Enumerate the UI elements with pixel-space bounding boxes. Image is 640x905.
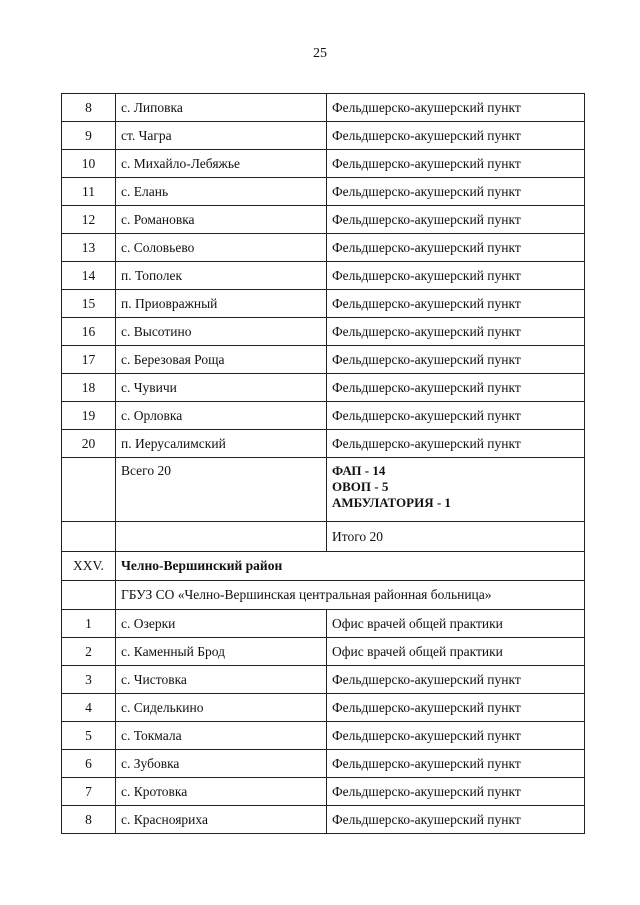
- row-number: 16: [62, 318, 116, 346]
- row-number: 8: [62, 94, 116, 122]
- settlement-name: п. Приовражный: [116, 290, 327, 318]
- row-number: 5: [62, 722, 116, 750]
- facility-type: Фельдшерско-акушерский пункт: [327, 722, 585, 750]
- table-row: [62, 430, 585, 458]
- itogo-value: Итого 20: [327, 522, 585, 552]
- facility-type: Фельдшерско-акушерский пункт: [327, 694, 585, 722]
- summary-breakdown: [327, 458, 585, 522]
- itogo-num-cell: [62, 522, 116, 552]
- table-body-bottom: [62, 610, 585, 834]
- section-title: Челно-Вершинский район: [116, 552, 585, 581]
- table-row: [62, 778, 585, 806]
- row-number: 4: [62, 694, 116, 722]
- facility-type: Фельдшерско-акушерский пункт: [327, 750, 585, 778]
- facility-type: Офис врачей общей практики: [327, 638, 585, 666]
- facility-type: Фельдшерско-акушерский пункт: [327, 402, 585, 430]
- row-number: 19: [62, 402, 116, 430]
- summary-num-cell: [62, 458, 116, 522]
- table-row: [62, 290, 585, 318]
- settlement-name: с. Токмала: [116, 722, 327, 750]
- facility-type: Фельдшерско-акушерский пункт: [327, 94, 585, 122]
- summary-line: АМБУЛАТОРИЯ - 1: [332, 495, 451, 510]
- table-row: [62, 402, 585, 430]
- settlement-name: п. Иерусалимский: [116, 430, 327, 458]
- facility-type: Офис врачей общей практики: [327, 610, 585, 638]
- row-number: 2: [62, 638, 116, 666]
- row-number: 11: [62, 178, 116, 206]
- facility-type: Фельдшерско-акушерский пункт: [327, 806, 585, 834]
- facility-type: Фельдшерско-акушерский пункт: [327, 206, 585, 234]
- row-number: 8: [62, 806, 116, 834]
- settlement-name: с. Высотино: [116, 318, 327, 346]
- summary-line: ОВОП - 5: [332, 479, 389, 494]
- table-row: [62, 122, 585, 150]
- summary-row: [62, 458, 585, 522]
- settlement-name: с. Липовка: [116, 94, 327, 122]
- table-row: [62, 318, 585, 346]
- row-number: 13: [62, 234, 116, 262]
- table-row: [62, 666, 585, 694]
- facility-type: Фельдшерско-акушерский пункт: [327, 150, 585, 178]
- row-number: 14: [62, 262, 116, 290]
- facility-type: Фельдшерско-акушерский пункт: [327, 262, 585, 290]
- settlement-name: с. Елань: [116, 178, 327, 206]
- facility-type: Фельдшерско-акушерский пункт: [327, 122, 585, 150]
- organization-name: ГБУЗ СО «Челно-Вершинская центральная районная больница»: [116, 581, 585, 610]
- table-row: [62, 374, 585, 402]
- table-row: [62, 94, 585, 122]
- settlement-name: с. Зубовка: [116, 750, 327, 778]
- facility-type: Фельдшерско-акушерский пункт: [327, 374, 585, 402]
- row-number: 18: [62, 374, 116, 402]
- table-row: [62, 234, 585, 262]
- row-number: 7: [62, 778, 116, 806]
- organization-row: [62, 581, 585, 610]
- settlement-name: п. Тополек: [116, 262, 327, 290]
- settlement-name: с. Соловьево: [116, 234, 327, 262]
- section-numeral: XXV.: [62, 552, 116, 581]
- facility-type: Фельдшерско-акушерский пункт: [327, 346, 585, 374]
- table-row: [62, 150, 585, 178]
- row-number: 12: [62, 206, 116, 234]
- row-number: 20: [62, 430, 116, 458]
- facility-type: Фельдшерско-акушерский пункт: [327, 290, 585, 318]
- summary-block: [62, 458, 585, 610]
- facilities-table: [61, 93, 585, 834]
- itogo-name-cell: [116, 522, 327, 552]
- facility-type: Фельдшерско-акушерский пункт: [327, 666, 585, 694]
- row-number: 6: [62, 750, 116, 778]
- row-number: 3: [62, 666, 116, 694]
- settlement-name: с. Березовая Роща: [116, 346, 327, 374]
- total-label: Всего 20: [116, 458, 327, 522]
- facility-type: Фельдшерско-акушерский пункт: [327, 234, 585, 262]
- facility-type: Фельдшерско-акушерский пункт: [327, 778, 585, 806]
- settlement-name: с. Чистовка: [116, 666, 327, 694]
- table-row: [62, 346, 585, 374]
- settlement-name: с. Чувичи: [116, 374, 327, 402]
- table-row: [62, 178, 585, 206]
- row-number: 9: [62, 122, 116, 150]
- facility-type: Фельдшерско-акушерский пункт: [327, 318, 585, 346]
- settlement-name: с. Романовка: [116, 206, 327, 234]
- section-header-row: [62, 552, 585, 581]
- row-number: 10: [62, 150, 116, 178]
- summary-line: ФАП - 14: [332, 463, 386, 478]
- itogo-row: [62, 522, 585, 552]
- settlement-name: с. Орловка: [116, 402, 327, 430]
- row-number: 17: [62, 346, 116, 374]
- settlement-name: с. Озерки: [116, 610, 327, 638]
- table-row: [62, 694, 585, 722]
- settlement-name: с. Каменный Брод: [116, 638, 327, 666]
- settlement-name: с. Краснояриха: [116, 806, 327, 834]
- row-number: 1: [62, 610, 116, 638]
- settlement-name: с. Михайло-Лебяжье: [116, 150, 327, 178]
- organization-num-cell: [62, 581, 116, 610]
- table-row: [62, 638, 585, 666]
- table-row: [62, 262, 585, 290]
- table-row: [62, 806, 585, 834]
- table-row: [62, 722, 585, 750]
- table-body-top: [62, 94, 585, 458]
- settlement-name: с. Сиделькино: [116, 694, 327, 722]
- page-number: 25: [313, 46, 327, 61]
- settlement-name: ст. Чагра: [116, 122, 327, 150]
- table-row: [62, 750, 585, 778]
- facility-type: Фельдшерско-акушерский пункт: [327, 178, 585, 206]
- table-row: [62, 610, 585, 638]
- settlement-name: с. Кротовка: [116, 778, 327, 806]
- table-row: [62, 206, 585, 234]
- facility-type: Фельдшерско-акушерский пункт: [327, 430, 585, 458]
- row-number: 15: [62, 290, 116, 318]
